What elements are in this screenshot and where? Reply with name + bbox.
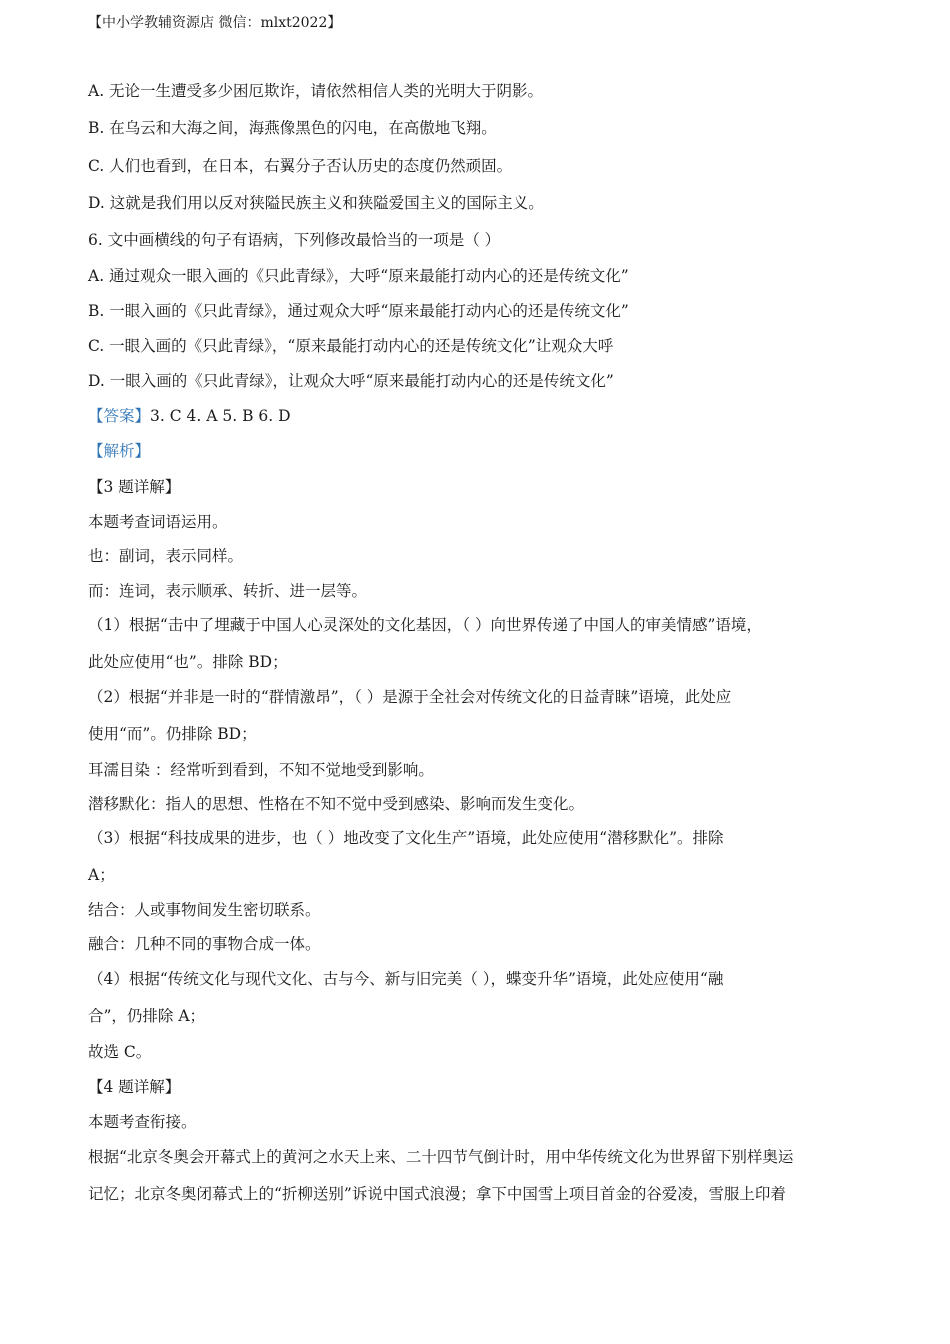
option-a-q5: A. 无论一生遭受多少困厄欺诈，请依然相信人类的光明大于阴影。 [88,82,544,100]
section-heading-q3: 【3 题详解】 [88,478,181,496]
paragraph: 本题考查词语运用。 [88,513,228,531]
paragraph: 根据“北京冬奥会开幕式上的黄河之水天上来、二十四节气倒计时，用中华传统文化为世界留下别样奥运 [88,1148,794,1166]
paragraph: 本题考查衔接。 [88,1113,197,1131]
paragraph: 记忆；北京冬奥闭幕式上的“折柳送别”诉说中国式浪漫；拿下中国雪上项目首金的谷爱凌，雪服上印着 [88,1185,786,1203]
option-c-q5: C. 人们也看到，在日本，右翼分子否认历史的态度仍然顽固。 [88,157,513,175]
paragraph: A； [88,866,115,884]
paragraph: （3）根据“科技成果的进步，也（ ）地改变了文化生产”语境，此处应使用“潜移默化”。排除 [88,829,724,847]
analysis-label: 【解析】 [88,442,151,460]
option-d-q6: D. 一眼入画的《只此青绿》，让观众大呼“原来最能打动内心的还是传统文化” [88,372,614,390]
paragraph: 此处应使用“也”。排除 BD； [88,653,288,671]
answer-label: 【答案】 [88,407,151,425]
paragraph: （4）根据“传统文化与现代文化、古与今、新与旧完美（ ），蝶变升华”语境，此处应使用“融 [88,970,724,988]
paragraph: 也：副词，表示同样。 [88,547,244,565]
paragraph: 而：连词，表示顺承、转折、进一层等。 [88,582,368,600]
paragraph: 耳濡目染 ：经常听到看到，不知不觉地受到影响。 [88,761,434,779]
question-6-stem: 6. 文中画横线的句子有语病，下列修改最恰当的一项是（ ） [88,231,501,249]
paragraph: 融合：几种不同的事物合成一体。 [88,935,321,953]
paragraph: 故选 C。 [88,1043,152,1061]
option-a-q6: A. 通过观众一眼入画的《只此青绿》，大呼“原来最能打动内心的还是传统文化” [88,267,629,285]
paragraph: （2）根据“并非是一时的“群情激昂”，（ ）是源于全社会对传统文化的日益青睐”语境，此处应 [88,688,732,706]
option-b-q5: B. 在乌云和大海之间，海燕像黑色的闪电，在高傲地飞翔。 [88,119,497,137]
paragraph: 合”，仍排除 A； [88,1007,206,1025]
answer-text: 3. C 4. A 5. B 6. D [150,407,291,425]
paragraph: 结合：人或事物间发生密切联系。 [88,901,321,919]
option-c-q6: C. 一眼入画的《只此青绿》，“原来最能打动内心的还是传统文化”让观众大呼 [88,337,614,355]
paragraph: 使用“而”。仍排除 BD； [88,725,257,743]
page-header-watermark: 【中小学教辅资源店 微信：mlxt2022】 [88,15,342,31]
paragraph: （1）根据“击中了埋藏于中国人心灵深处的文化基因，（ ）向世界传递了中国人的审美情感”语境， [88,616,762,634]
option-b-q6: B. 一眼入画的《只此青绿》，通过观众大呼“原来最能打动内心的还是传统文化” [88,302,629,320]
section-heading-q4: 【4 题详解】 [88,1078,181,1096]
answer-line [88,405,291,427]
paragraph: 潜移默化：指人的思想、性格在不知不觉中受到感染、影响而发生变化。 [88,795,585,813]
option-d-q5: D. 这就是我们用以反对狭隘民族主义和狭隘爱国主义的国际主义。 [88,194,544,212]
